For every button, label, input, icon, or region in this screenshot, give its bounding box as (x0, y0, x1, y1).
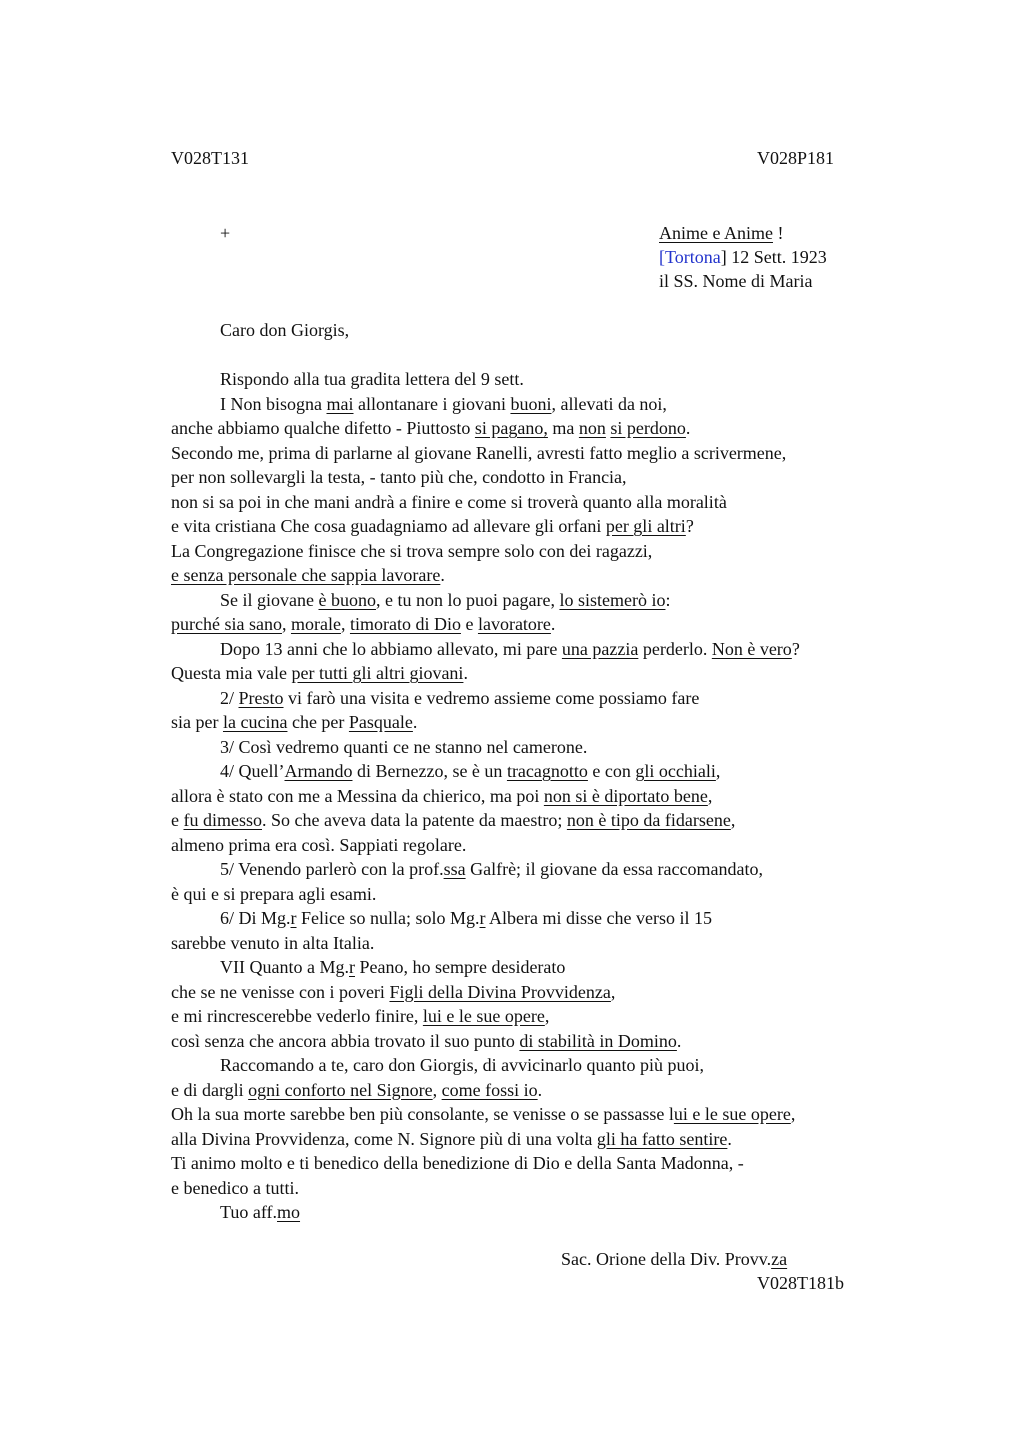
letter-line (220, 393, 667, 415)
underlined-text: Presto (238, 687, 284, 708)
letter-line (171, 1177, 299, 1199)
salutation: Caro don Giorgis, (220, 320, 350, 340)
underlined-text: r (479, 908, 486, 928)
line-text: . So che aveva data la patente da maestro; (262, 810, 567, 830)
letter-line (171, 491, 727, 513)
letter-line (171, 564, 445, 586)
letter-line (220, 858, 763, 880)
line-text: I Non bisogna (220, 393, 327, 414)
line-text: Felice so nulla; solo Mg. (296, 908, 480, 928)
line-text: 6/ Di Mg. (220, 908, 291, 928)
underlined-text: mo (277, 1202, 301, 1222)
line-text: alla Divina Provvidenza, come N. Signore più di una volta (171, 1128, 597, 1149)
underlined-text: r (290, 908, 297, 928)
underlined-text: lo sistemerò io (559, 589, 666, 610)
letter-line (220, 956, 565, 978)
heading-motto (659, 222, 783, 244)
motto-punctuation: ! (772, 223, 784, 243)
underlined-text: fu dimesso (183, 810, 262, 830)
line-text: così senza che ancora abbia trovato il suo punto (171, 1030, 520, 1051)
line-text: Tuo aff. (220, 1202, 278, 1222)
line-text: perderlo. (638, 638, 712, 659)
line-text: . (412, 712, 418, 732)
document-code-right: V028P181 (757, 148, 835, 168)
line-text: Se il giovane (220, 589, 319, 610)
letter-line (171, 834, 466, 856)
underlined-text: Non è vero (711, 638, 792, 659)
underlined-text: si perdono (610, 418, 686, 438)
underlined-text: e senza personale che sappia lavorare (171, 565, 441, 585)
letter-line (220, 589, 670, 611)
line-text: . (463, 663, 468, 683)
place-name: Tortona (665, 247, 721, 267)
line-text: che per (287, 712, 349, 732)
underlined-text: mai (326, 393, 354, 414)
place-bracket-close: ] (720, 247, 727, 267)
line-text: , (544, 1006, 550, 1026)
line-text: : (665, 589, 671, 610)
line-text: . (676, 1030, 682, 1051)
line-text: di Bernezzo, se è un (352, 761, 507, 781)
underlined-text: è buono (318, 589, 376, 610)
line-text: e con (587, 761, 636, 781)
underlined-text: ogni conforto nel Signore (248, 1079, 433, 1100)
letter-line (171, 1079, 542, 1101)
line-text: , (715, 761, 721, 781)
line-text: , (281, 614, 291, 634)
underlined-text: per gli altri (605, 516, 686, 536)
letter-line (171, 809, 735, 831)
letter-line (171, 442, 786, 464)
line-text: . (537, 1079, 543, 1100)
line-text: . (440, 565, 445, 585)
line-text: Oh la sua morte sarebbe ben più consolante, se venisse o se passasse l (171, 1104, 674, 1124)
letter-line (220, 760, 720, 782)
underlined-text: purché sia sano (171, 614, 282, 634)
letter-line (171, 1030, 681, 1052)
letter-line (171, 515, 694, 537)
letter-line (220, 1201, 300, 1223)
letter-line (171, 466, 627, 488)
document-code-left: V028T131 (171, 148, 249, 168)
letter-line (171, 711, 417, 733)
line-text: e vita cristiana Che cosa guadagniamo ad allevare gli orfani (171, 516, 606, 536)
line-text: La Congregazione finisce che si trova sempre solo con dei ragazzi, (171, 540, 653, 561)
line-text: 5/ Venendo parlerò con la prof. (220, 859, 444, 879)
line-text: 2/ (220, 687, 239, 708)
line-text: è qui e si prepara agli esami. (171, 883, 377, 904)
line-text: , (790, 1104, 796, 1124)
line-text: Secondo me, prima di parlarne al giovane Ranelli, avresti fatto meglio a scrivermene, (171, 442, 787, 463)
line-text: . (727, 1128, 732, 1149)
line-text: almeno prima era così. Sappiati regolare. (171, 834, 467, 855)
underlined-text: non si è diportato bene (543, 785, 708, 806)
letter-line (220, 638, 800, 660)
line-text: e (171, 810, 184, 830)
line-text: che se ne venisse con i poveri (171, 981, 390, 1002)
underlined-text: gli ha fatto sentire (596, 1128, 728, 1149)
underlined-text: come fossi io (441, 1079, 538, 1100)
signature-code: V028T181b (757, 1273, 844, 1293)
line-text: e (460, 614, 478, 634)
line-text: VII Quanto a Mg. (220, 957, 349, 977)
line-text: , (432, 1079, 442, 1100)
underlined-text: non è tipo da fidarsene (566, 810, 731, 830)
underlined-text: una pazzia (561, 638, 639, 659)
line-text: anche abbiamo qualche difetto - Piuttosto (171, 418, 475, 438)
letter-line (171, 785, 712, 807)
line-text: allora è stato con me a Messina da chierico, ma poi (171, 785, 544, 806)
underlined-text: morale (290, 614, 341, 634)
line-text: Rispondo alla tua gradita lettera del 9 sett. (220, 369, 524, 389)
line-text: e mi rincrescerebbe vederlo finire, (171, 1006, 423, 1026)
signature-superscript: za (771, 1249, 788, 1269)
letter-line (171, 417, 690, 439)
letter-line (171, 981, 615, 1003)
underlined-text: non (578, 418, 606, 438)
underlined-text: Figli della Divina Provvidenza (389, 981, 611, 1002)
line-text: non si sa poi in che mani andrà a finire e come si troverà quanto alla moralità (171, 491, 727, 512)
line-text: vi farò una visita e vedremo assieme come possiamo fare (283, 687, 700, 708)
line-text: , (610, 981, 616, 1002)
underlined-text: si pagano, (474, 418, 548, 438)
letter-line (220, 1054, 704, 1076)
line-text: allontanare i giovani (353, 393, 511, 414)
letter-line (220, 736, 587, 758)
line-text: per non sollevargli la testa, - tanto più che, condotto in Francia, (171, 467, 627, 487)
line-text: . (685, 418, 691, 438)
heading-feast: il SS. Nome di Maria (659, 271, 813, 291)
underlined-text: la cucina (222, 712, 288, 732)
underlined-text: gli occhiali (635, 761, 716, 781)
letter-line (171, 1103, 795, 1125)
line-text: e di dargli (171, 1079, 249, 1100)
letter-line (220, 907, 712, 929)
line-text: ? (791, 638, 800, 659)
letter-line (171, 662, 468, 684)
line-text: Raccomando a te, caro don Giorgis, di avvicinarlo quanto più puoi, (220, 1055, 705, 1075)
letter-date: 12 Sett. 1923 (726, 247, 827, 267)
letter-line (220, 687, 699, 709)
underlined-text: di stabilità in Domino (519, 1030, 677, 1051)
line-text: , (340, 614, 350, 634)
line-text: Dopo 13 anni che lo abbiamo allevato, mi pare (220, 638, 562, 659)
underlined-text: buoni (510, 393, 552, 414)
underlined-text: Armando (284, 761, 353, 781)
line-text: Questa mia vale (171, 663, 292, 683)
line-text: , (730, 810, 736, 830)
line-text: sarebbe venuto in alta Italia. (171, 932, 375, 953)
underlined-text: Pasquale (348, 712, 413, 732)
place-bracket-open: [ (659, 247, 665, 267)
motto-text: Anime e Anime (659, 223, 773, 243)
heading-place-date (659, 246, 827, 268)
line-text: sia per (171, 712, 223, 732)
underlined-text: ui e le sue opere (673, 1104, 791, 1124)
line-text: ma (547, 418, 579, 438)
letter-line (171, 1005, 549, 1027)
line-text: Peano, ho sempre desiderato (354, 957, 566, 977)
line-text: . (550, 614, 556, 634)
underlined-text: per tutti gli altri giovani (291, 663, 464, 683)
letter-line (171, 613, 555, 635)
underlined-text: lavoratore (477, 614, 551, 634)
line-text: Ti animo molto e ti benedico della benedizione di Dio e della Santa Madonna, - (171, 1153, 744, 1173)
underlined-text: timorato di Dio (349, 614, 461, 634)
letter-line (171, 1152, 744, 1174)
line-text: 3/ Così vedremo quanti ce ne stanno nel camerone. (220, 736, 588, 757)
underlined-text: r (348, 957, 355, 977)
letter-line (171, 540, 652, 562)
underlined-text: lui e le sue opere (422, 1006, 545, 1026)
letter-line (220, 368, 524, 390)
underlined-text: ssa (443, 859, 466, 879)
letter-line (171, 932, 374, 954)
line-text: , allevati da noi, (551, 393, 667, 414)
cross-symbol: + (220, 223, 231, 243)
line-text: , e tu non lo puoi pagare, (375, 589, 560, 610)
line-text: Albera mi disse che verso il 15 (485, 908, 712, 928)
line-text: , (707, 785, 713, 806)
line-text: e benedico a tutti. (171, 1177, 299, 1198)
line-text: Galfrè; il giovane da essa raccomandato, (465, 859, 763, 879)
line-text: ? (685, 516, 694, 536)
letter-line (171, 1128, 732, 1150)
underlined-text: tracagnotto (506, 761, 588, 781)
signature-text: Sac. Orione della Div. Provv. (561, 1249, 772, 1269)
letter-line (171, 883, 376, 905)
line-text: 4/ Quell’ (220, 761, 285, 781)
signature-name (561, 1248, 787, 1270)
